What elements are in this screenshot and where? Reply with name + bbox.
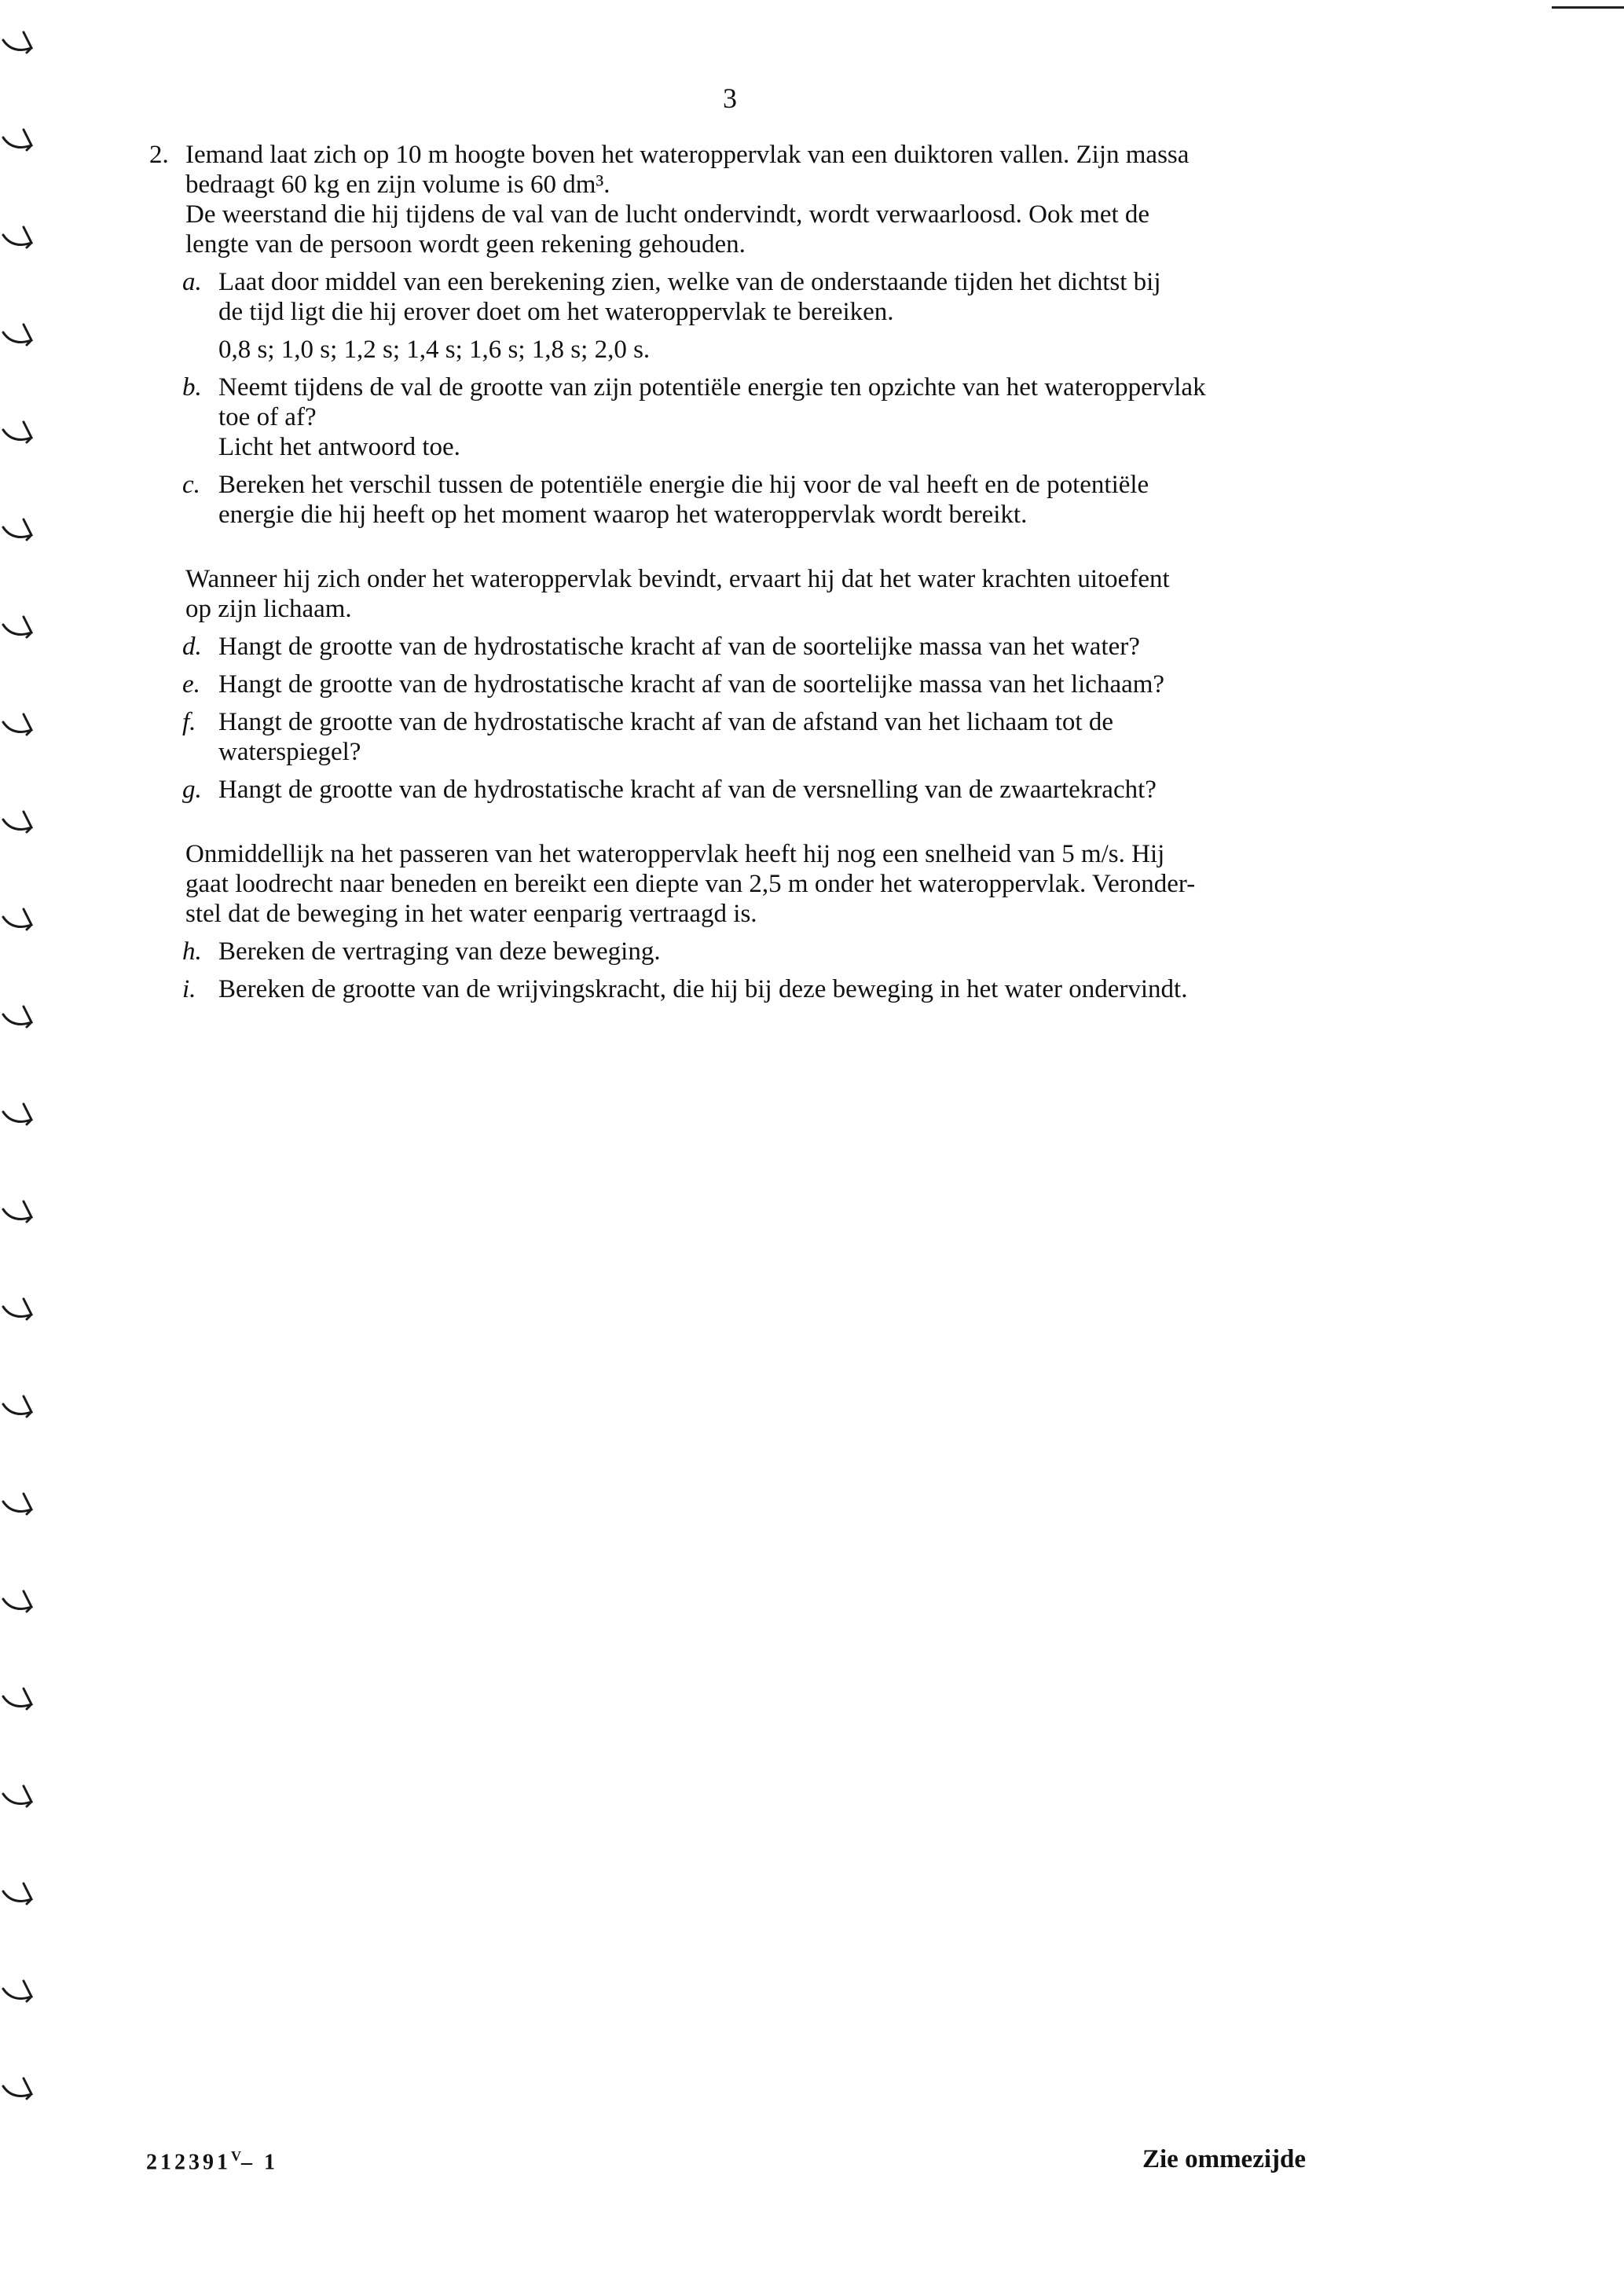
binding-tick-mark [3, 32, 31, 53]
subquestion-line: Bereken het verschil tussen de potentiële energie die hij voor de val heeft en de potentiële [218, 471, 1149, 499]
exam-code-number: 212391 [146, 2150, 231, 2175]
paragraph-line: gaat loodrecht naar beneden en bereikt een diepte van 2,5 m onder het wateroppervlak. Veronder- [185, 870, 1196, 898]
intro-line: bedraagt 60 kg en zijn volume is 60 dm³. [185, 171, 610, 199]
subquestion-line: Bereken de grootte van de wrijvingskracht, die hij bij deze beweging in het water ondervindt. [218, 975, 1188, 1003]
subquestion-line: Licht het antwoord toe. [218, 433, 460, 461]
subquestion-letter: h. [182, 937, 202, 966]
intro-line: De weerstand die hij tijdens de val van de lucht ondervindt, wordt verwaarloosd. Ook met de [185, 200, 1150, 229]
subquestion-line: Laat door middel van een berekening zien, welke van de onderstaande tijden het dichtst bij [218, 268, 1161, 296]
subquestion-letter: d. [182, 633, 202, 661]
subquestion-letter: a. [182, 268, 202, 296]
turn-over-note: Zie ommezijde [1142, 2145, 1307, 2173]
subquestion-line: Bereken de vertraging van deze beweging. [218, 937, 661, 966]
exam-code [146, 2148, 278, 2175]
binding-tick-mark [3, 1689, 31, 1709]
binding-tick-mark [3, 617, 31, 637]
binding-tick-mark [3, 227, 31, 248]
subquestion-i [149, 974, 1367, 1004]
binding-tick-mark [3, 1883, 31, 1904]
binding-tick-mark [3, 1007, 31, 1027]
page-number: 3 [723, 83, 737, 114]
paragraph-line: Onmiddellijk na het passeren van het wateroppervlak heeft hij nog een snelheid van 5 m/s. Hij [185, 840, 1165, 868]
binding-tick-mark [3, 519, 31, 540]
subquestion-a [149, 267, 1367, 327]
binding-tick-mark [3, 1396, 31, 1417]
binding-tick-mark [3, 909, 31, 930]
binding-tick-mark [3, 1591, 31, 1612]
subquestion-letter: f. [182, 708, 196, 736]
paragraph-underwater [149, 564, 1367, 624]
binding-tick-mark [3, 1981, 31, 2001]
subquestion-line: Neemt tijdens de val de grootte van zijn potentiële energie ten opzichte van het wateroppervlak [218, 373, 1206, 402]
subquestion-c [149, 470, 1367, 530]
intro-line: lengte van de persoon wordt geen rekening gehouden. [185, 230, 746, 259]
binding-tick-mark [3, 714, 31, 735]
subquestion-letter: b. [182, 373, 202, 402]
question-number: 2. [149, 141, 169, 169]
subquestion-line: Hangt de grootte van de hydrostatische kracht af van de versnelling van de zwaartekracht? [218, 776, 1157, 804]
subquestion-e [149, 669, 1367, 699]
subquestion-letter: c. [182, 471, 200, 499]
subquestion-letter: e. [182, 670, 200, 699]
binding-tick-mark [3, 1494, 31, 1514]
subquestion-line: toe of af? [218, 403, 317, 431]
subquestion-line: Hangt de grootte van de hydrostatische kracht af van de soortelijke massa van het water? [218, 633, 1140, 661]
binding-tick-mark [3, 422, 31, 442]
binding-tick-mark [3, 130, 31, 150]
subquestion-line: energie die hij heeft op het moment waarop het wateroppervlak wordt bereikt. [218, 501, 1028, 529]
binding-marks [0, 0, 47, 2296]
subquestion-letter: i. [182, 975, 196, 1003]
subquestion-g [149, 775, 1367, 805]
exam-code-superscript: V [231, 2148, 241, 2164]
subquestion-line: waterspiegel? [218, 738, 361, 766]
binding-tick-mark [3, 1299, 31, 1319]
paragraph-line: op zijn lichaam. [185, 595, 352, 623]
subquestion-line: Hangt de grootte van de hydrostatische kracht af van de soortelijke massa van het lichaam? [218, 670, 1165, 699]
binding-tick-mark [3, 325, 31, 345]
paragraph-line: stel dat de beweging in het water eenparig vertraagd is. [185, 900, 757, 928]
time-options: 0,8 s; 1,0 s; 1,2 s; 1,4 s; 1,6 s; 1,8 s; 2,0 s. [218, 336, 651, 364]
binding-tick-mark [3, 812, 31, 832]
subquestion-d [149, 632, 1367, 662]
intro-line: Iemand laat zich op 10 m hoogte boven het wateroppervlak van een duiktoren vallen. Zijn massa [185, 141, 1190, 169]
exam-code-suffix: – 1 [241, 2150, 278, 2175]
paragraph-line: Wanneer hij zich onder het wateroppervlak bevindt, ervaart hij dat het water krachten uitoefent [185, 565, 1170, 593]
binding-tick-mark [3, 1201, 31, 1222]
question-content [149, 140, 1367, 1004]
binding-tick-mark [3, 1104, 31, 1124]
binding-tick-mark [3, 1786, 31, 1806]
subquestion-line: de tijd ligt die hij erover doet om het wateroppervlak te bereiken. [218, 298, 894, 326]
subquestion-h [149, 937, 1367, 966]
top-right-rule [1552, 6, 1624, 9]
subquestion-b [149, 372, 1367, 462]
question-intro [149, 140, 1367, 259]
binding-tick-mark [3, 2078, 31, 2099]
subquestion-f [149, 707, 1367, 767]
subquestion-letter: g. [182, 776, 202, 804]
subquestion-line: Hangt de grootte van de hydrostatische kracht af van de afstand van het lichaam tot de [218, 708, 1113, 736]
paragraph-deceleration [149, 839, 1367, 929]
